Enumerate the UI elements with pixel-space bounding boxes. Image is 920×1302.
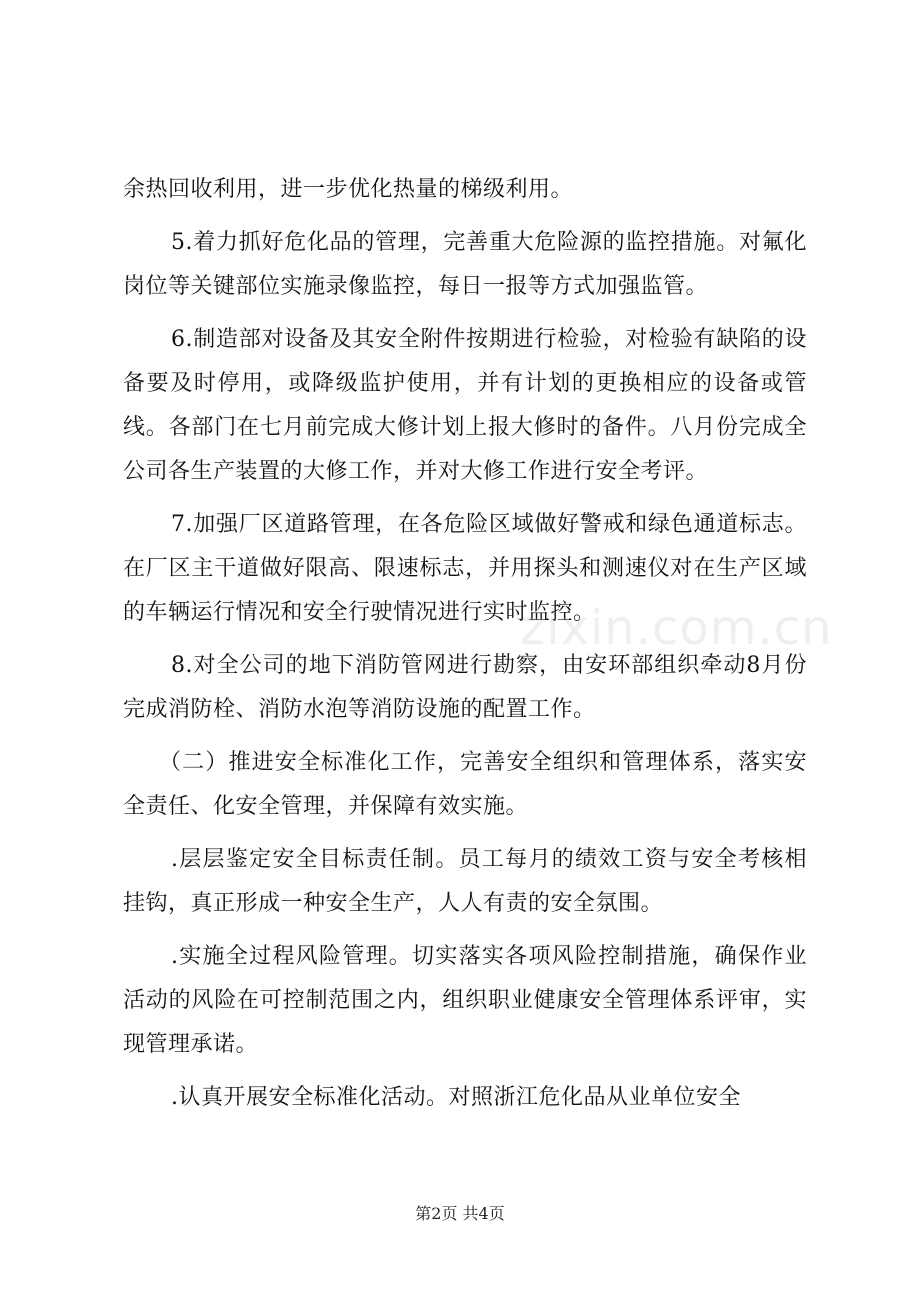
page-footer: 第2页 共4页 xyxy=(415,1204,505,1223)
paragraph-4: 7.加强厂区道路管理，在各危险区域做好警戒和绿色通道标志。在厂区主干道做好限高、限速标志，并用探头和测速仪对在生产区域的车辆运行情况和安全行驶情况进行实时监控。 xyxy=(123,512,807,625)
document-body xyxy=(123,168,807,1129)
paragraph-9: .认真开展安全标准化活动。对照浙江危化品从业单位安全 xyxy=(171,1085,741,1110)
paragraph-6: （二）推进安全标准化工作，完善安全组织和管理体系，落实安全责任、化安全管理，并保障有效实施。 xyxy=(123,750,807,819)
paragraph-1: 余热回收利用，进一步优化热量的梯级利用。 xyxy=(123,177,574,202)
paragraph-2: 5.着力抓好危化品的管理，完善重大危险源的监控措施。对氟化岗位等关键部位实施录像监控，每日一报等方式加强监管。 xyxy=(123,230,807,299)
paragraph-5: 8.对全公司的地下消防管网进行勘察，由安环部组织牵动8月份完成消防栓、消防水泡等消防设施的配置工作。 xyxy=(123,653,807,722)
paragraph-3: 6.制造部对设备及其安全附件按期进行检验，对检验有缺陷的设备要及时停用，或降级监护使用，并有计划的更换相应的设备或管线。各部门在七月前完成大修计划上报大修时的备件。八月份完成全公司各生产装置的大修工作，并对大修工作进行安全考评。 xyxy=(123,327,807,484)
paragraph-8: .实施全过程风险管理。切实落实各项风险控制措施，确保作业活动的风险在可控制范围之内，组织职业健康安全管理体系评审，实现管理承诺。 xyxy=(123,944,807,1057)
paragraph-7: .层层鉴定安全目标责任制。员工每月的绩效工资与安全考核相挂钩，真正形成一种安全生产，人人有责的安全氛围。 xyxy=(123,847,807,916)
watermark: zixin.com.cn xyxy=(520,600,833,656)
